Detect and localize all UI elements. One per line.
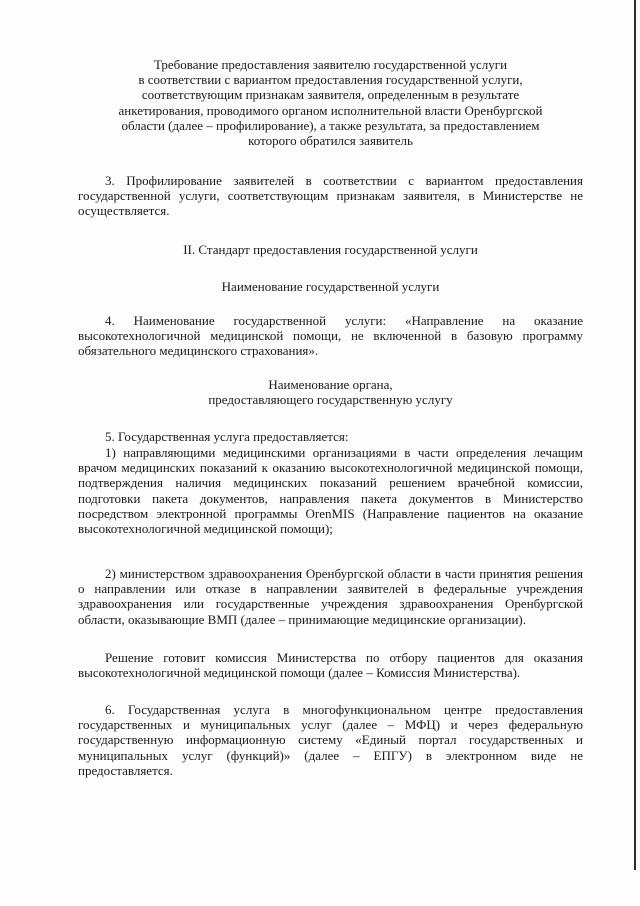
paragraph-3: 3. Профилирование заявителей в соответствии с вариантом предоставления государственной услуги, соответствующим признакам заявителя, в Министерстве не осуществляется. xyxy=(78,173,583,219)
heading-service-name: Наименование государственной услуги xyxy=(221,279,440,294)
paragraph-5-item-2: 2) министерством здравоохранения Оренбургской области в части принятия решения о направлении или отказе в направлении заявителей в федеральные учреждения здравоохранения или государственные учреждения здравоохранения Оренбургской области, оказывающие ВМП (далее – принимающие медицинские организации). xyxy=(78,566,583,627)
section-heading-line: Требование предоставления заявителю государственной услуги xyxy=(153,57,508,72)
paragraph-4: 4. Наименование государственной услуги: «Направление на оказание высокотехнологичной медицинской помощи, не включенной в базовую программу обязательного медицинского страхования». xyxy=(78,313,583,359)
paragraph-6: 6. Государственная услуга в многофункциональном центре предоставления государственных и муниципальных услуг (далее – МФЦ) и через федеральную государственную информационную систему «Единый портал государственных и муниципальных услуг (функций)» (далее – ЕПГУ) в электронном виде не предоставляется. xyxy=(78,702,583,778)
section-heading-line: которого обратился заявитель xyxy=(248,133,413,149)
heading-authority-line: предоставляющего государственную услугу xyxy=(208,392,453,408)
paragraph-5-intro: 5. Государственная услуга предоставляется: xyxy=(105,429,349,444)
section-heading-line: анкетирования, проводимого органом исполнительной власти Оренбургской xyxy=(118,102,543,118)
section-heading-line: в соответствии с вариантом предоставления государственной услуги, xyxy=(138,72,523,88)
paragraph-5-item-1: 1) направляющими медицинскими организациями в части определения лечащим врачом медицинских показаний к оказанию высокотехнологичной медицинской помощи, подтверждения наличия медицинских показаний решением врачебной комиссии, подготовки пакета документов, направления пакета документов в Министерство посредством электронной программы OrenMIS (Направление пациентов на оказание высокотехнологичной медицинской помощи); xyxy=(78,445,583,537)
chapter-title: II. Стандарт предоставления государственной услуги xyxy=(183,242,478,257)
paragraph-5-commission: Решение готовит комиссия Министерства по отбору пациентов для оказания высокотехнологичной медицинской помощи (далее – Комиссия Министерства). xyxy=(78,650,583,681)
scan-edge-line xyxy=(634,0,636,870)
heading-authority xyxy=(78,377,583,407)
section-heading-line: области (далее – профилирование), а также результата, за предоставлением xyxy=(121,117,540,133)
heading-authority-line: Наименование органа, xyxy=(268,377,393,392)
section-heading-line: соответствующим признакам заявителя, определенным в результате xyxy=(141,87,520,103)
section-heading xyxy=(78,57,583,148)
